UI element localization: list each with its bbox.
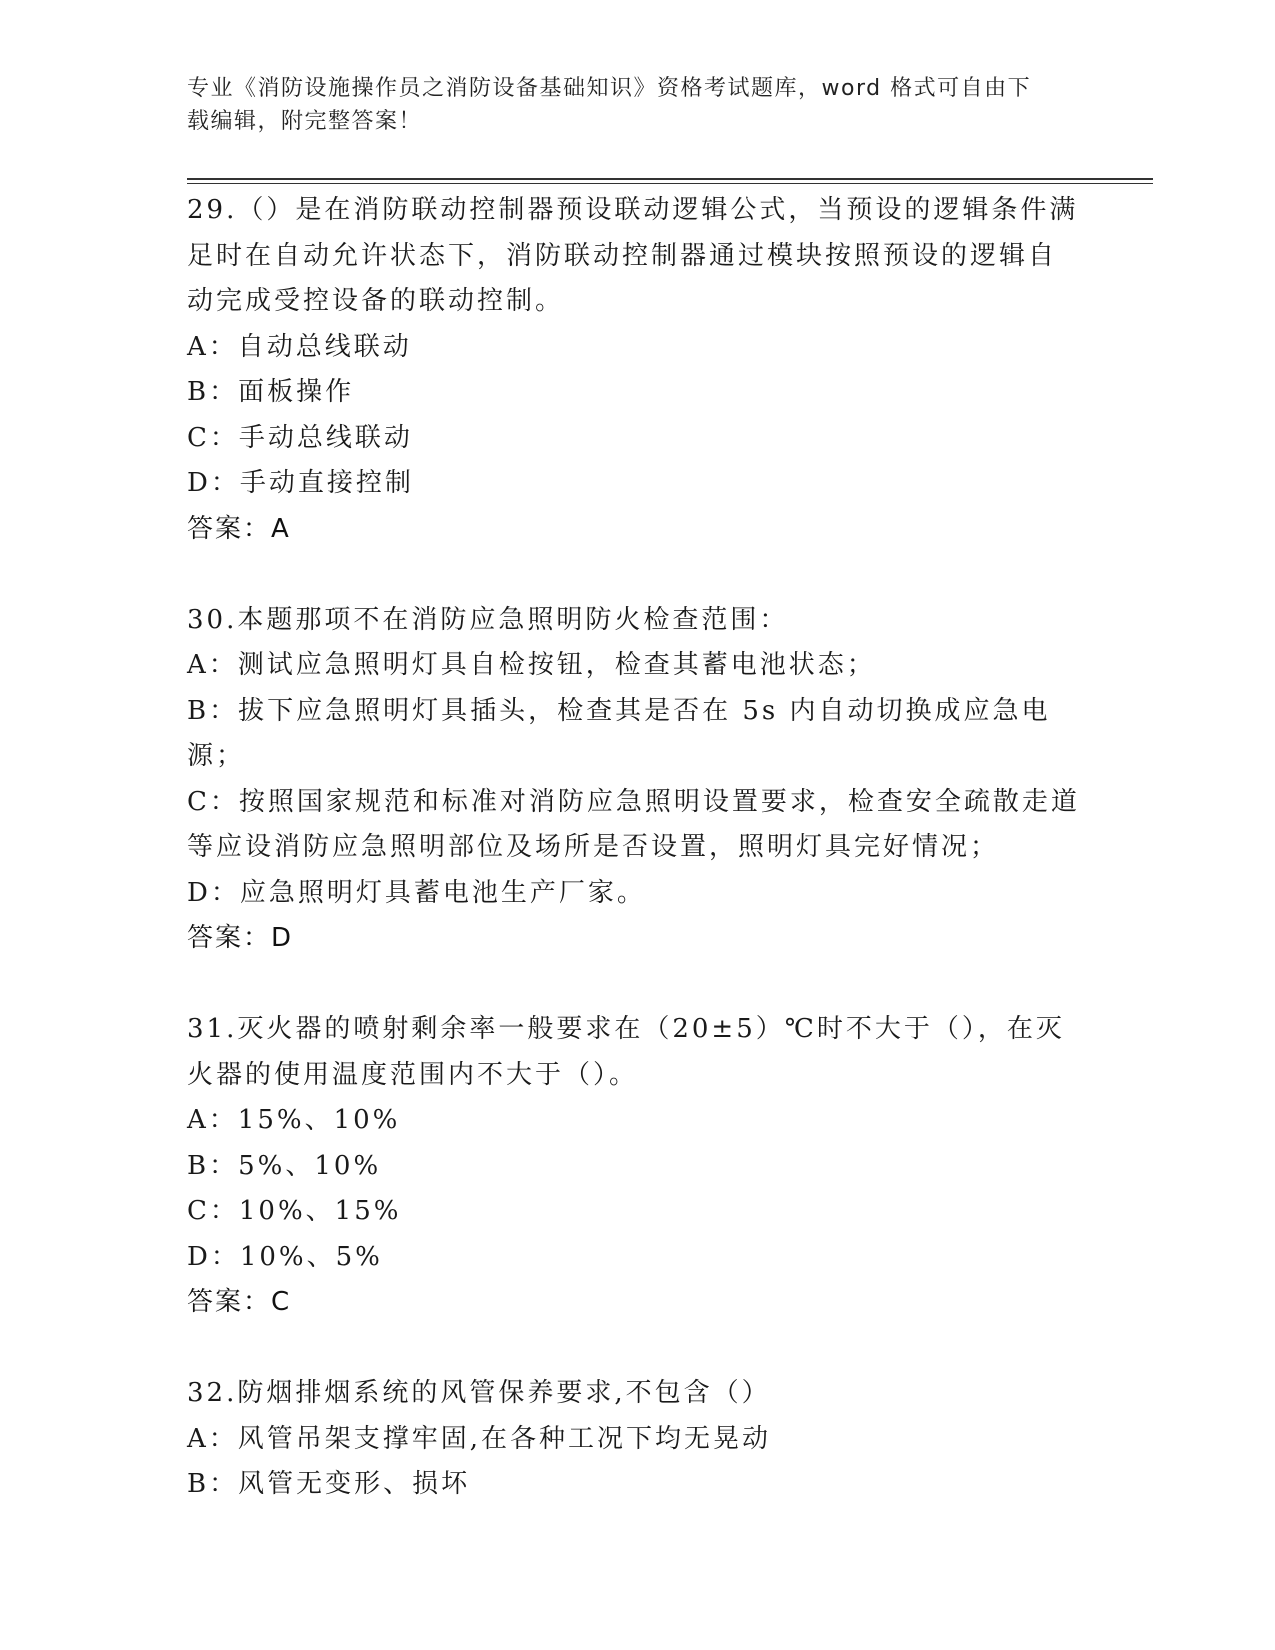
option-d: D：10%、5% — [187, 1241, 383, 1272]
header-divider-thin — [187, 183, 1153, 184]
question-stem-line: 火器的使用温度范围内不大于（）。 — [187, 1059, 639, 1090]
document-header — [187, 72, 1087, 138]
option-d: D：应急照明灯具蓄电池生产厂家。 — [187, 877, 646, 908]
option-a: A：自动总线联动 — [187, 331, 412, 362]
option-a: A：15%、10% — [187, 1105, 401, 1135]
answer-line: 答案：C — [187, 1287, 292, 1317]
option-c-continued: 等应设消防应急照明部位及场所是否设置，照明灯具完好情况； — [187, 832, 1000, 862]
question-32 — [187, 1371, 1087, 1508]
option-c: C：10%、15% — [187, 1196, 402, 1226]
question-stem-line: 29.（）是在消防联动控制器预设联动逻辑公式，当预设的逻辑条件满 — [187, 195, 1079, 225]
question-stem-line: 30.本题那项不在消防应急照明防火检查范围： — [187, 604, 789, 635]
question-stem-line: 32.防烟排烟系统的风管保养要求,不包含（） — [187, 1378, 771, 1408]
question-31 — [187, 1007, 1087, 1326]
answer-line: 答案：A — [187, 513, 291, 544]
question-list — [187, 188, 1087, 1508]
header-divider-thick — [187, 178, 1153, 180]
answer-line: 答案：D — [187, 923, 294, 953]
option-c: C：手动总线联动 — [187, 422, 413, 453]
spacer — [187, 962, 1087, 1008]
option-b: B：风管无变形、损坏 — [187, 1469, 471, 1499]
spacer — [187, 552, 1087, 598]
option-c: C：按照国家规范和标准对消防应急照明设置要求，检查安全疏散走道 — [187, 786, 1080, 817]
option-d: D：手动直接控制 — [187, 468, 414, 498]
option-b: B：面板操作 — [187, 377, 355, 407]
question-stem-line: 31.灭火器的喷射剩余率一般要求在（20±5）℃时不大于（），在灭 — [187, 1014, 1065, 1044]
header-line-2: 载编辑，附完整答案！ — [187, 109, 423, 134]
question-29 — [187, 188, 1087, 552]
question-stem-line: 动完成受控设备的联动控制。 — [187, 286, 565, 316]
option-b: B：拔下应急照明灯具插头，检查其是否在 5s 内自动切换成应急电源； — [187, 695, 1051, 771]
header-line-1: 专业《消防设施操作员之消防设备基础知识》资格考试题库，word 格式可自由下 — [187, 76, 1032, 101]
option-a: A：测试应急照明灯具自检按钮，检查其蓄电池状态； — [187, 650, 876, 680]
spacer — [187, 1326, 1087, 1372]
option-b: B：5%、10% — [187, 1150, 382, 1181]
question-stem-line: 足时在自动允许状态下，消防联动控制器通过模块按照预设的逻辑自 — [187, 240, 1058, 271]
option-a: A：风管吊架支撑牢固,在各种工况下均无晃动 — [187, 1423, 772, 1454]
question-30 — [187, 598, 1087, 962]
